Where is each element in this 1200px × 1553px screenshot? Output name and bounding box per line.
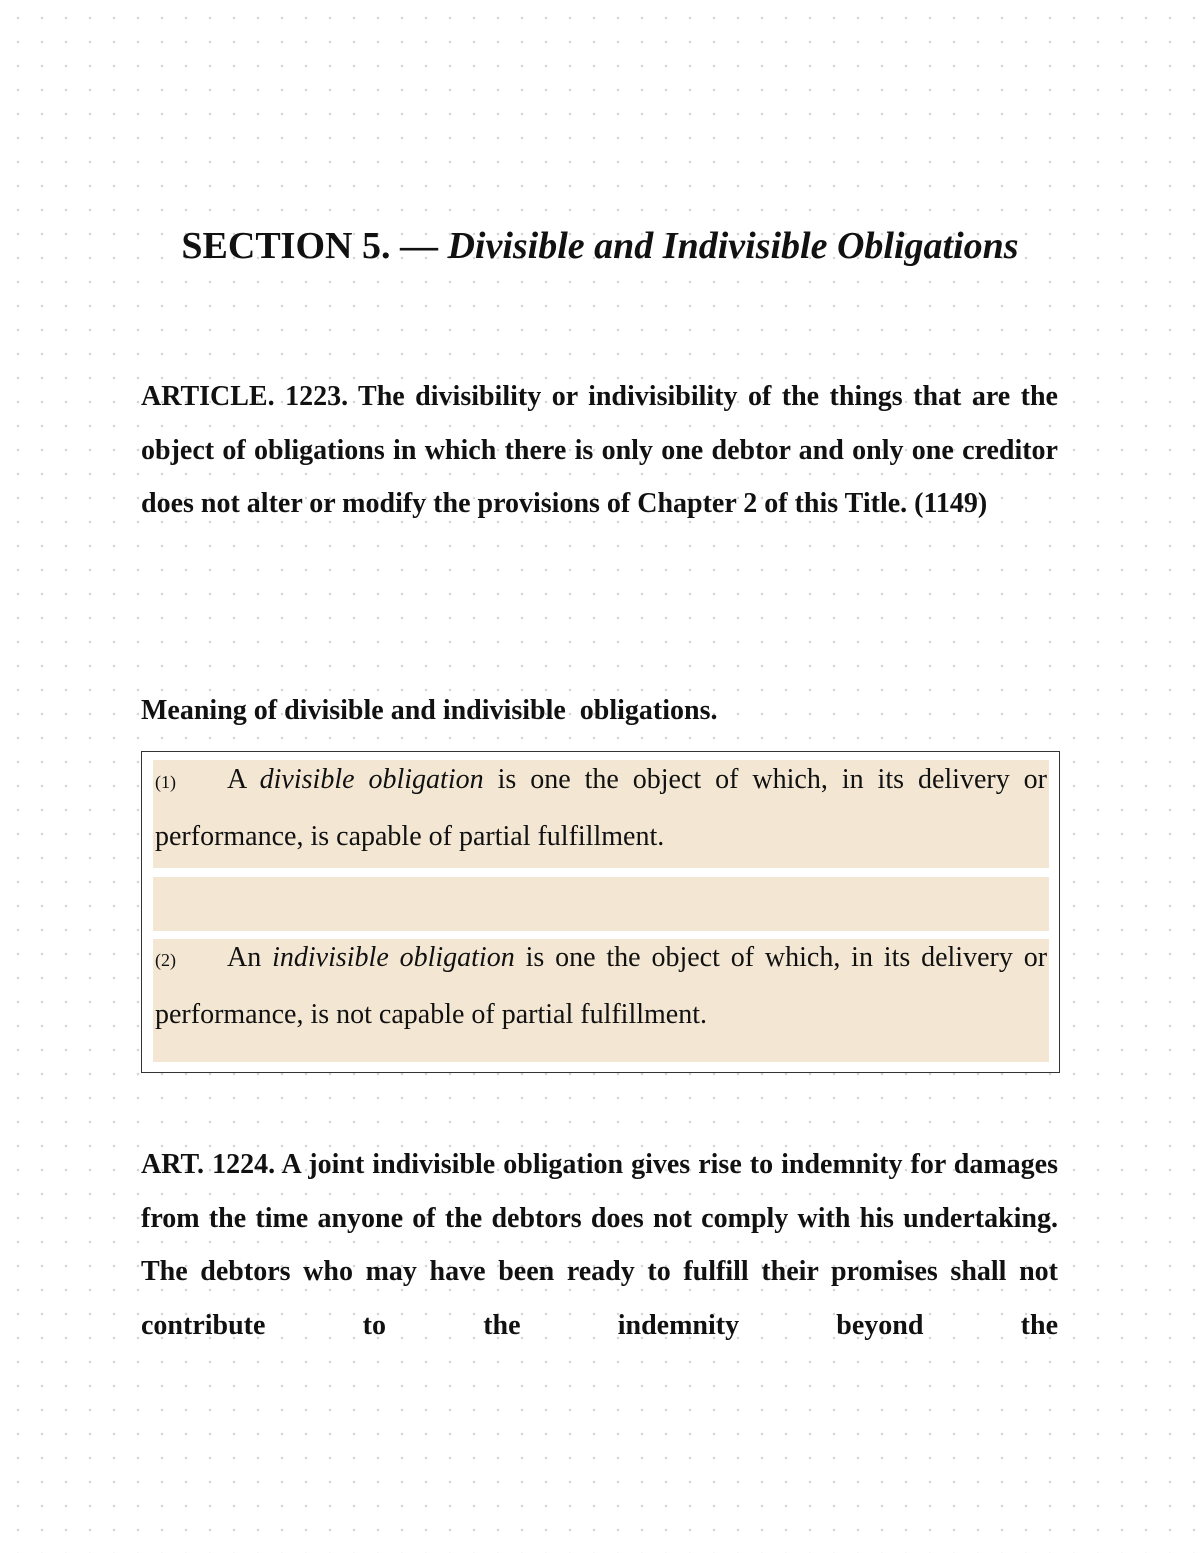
section-title (0, 222, 1200, 270)
meaning-heading: Meaning of divisible and indivisible obligations. (141, 695, 718, 726)
definition-term: indivisible obligation (272, 942, 515, 973)
definition-item (155, 931, 1047, 1041)
definition-text: is one the object of which, in its delivery or performance, is capable of partial fulfillment. (155, 764, 1047, 852)
definition-lead: An (227, 942, 262, 973)
section-title-text: Divisible and Indivisible Obligations (447, 225, 1019, 267)
article-1223-paragraph: ARTICLE. 1223. The divisibility or indivisibility of the things that are the object of obligations in which there is only one debtor and only one creditor does not alter or modify the provisions of Chapter 2 of this Title. (1149) (141, 381, 1058, 519)
definition-number: (1) (155, 772, 176, 792)
definition-text: is one the object of which, in its delivery or performance, is not capable of partial fulfillment. (155, 942, 1048, 1030)
article-1224-paragraph: ART. 1224. A joint indivisible obligation gives rise to indemnity for damages from the time anyone of the debtors does not comply with his undertaking. The debtors who may have been ready to fulfill their promises shall not contribute to the indemnity beyond the (141, 1149, 1058, 1341)
section-label: SECTION 5. — (181, 225, 438, 267)
highlight-band (153, 877, 1049, 931)
definitions-box (141, 751, 1060, 1073)
definition-lead: A (227, 764, 246, 795)
definition-number: (2) (155, 950, 176, 970)
definition-item (155, 753, 1047, 863)
definition-term: divisible obligation (259, 764, 484, 795)
